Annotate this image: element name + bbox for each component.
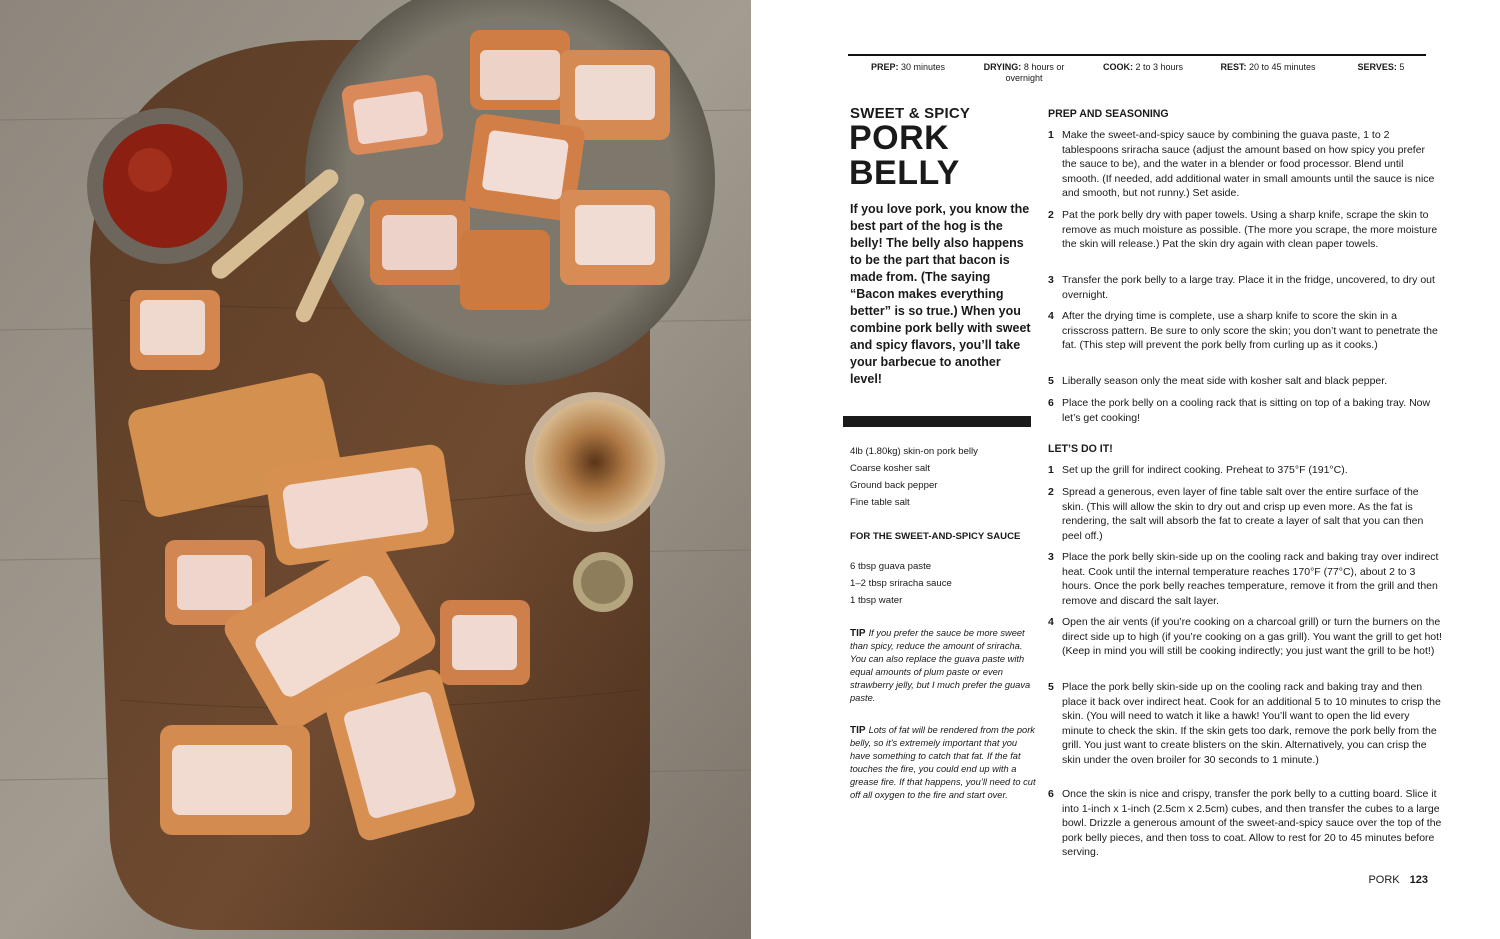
drying-time: DRYING: 8 hours or overnight (983, 62, 1065, 83)
recipe-page: PREP: 30 minutes DRYING: 8 hours or overnight COOK: 2 to 3 hours REST: 20 to 45 minutes SERVES: 5 SWEET & SPICY PORK BELLY If you love pork, you know the best part of the hog is the belly! The belly also happens to be the part that bacon is made from. (The saying “Bacon makes everything better” is so true.) When you combine pork belly with sweet and spicy flavors, you’ll take your barbecue to another level! 4lb (1.80kg) skin-on pork belly Coarse kosher salt Ground back pepper Fine table salt FOR THE SWEET-AND-SPICY SAUCE 6 tbsp guava paste 1–2 tbsp sriracha sauce 1 tbsp water TIP If you prefer the sauce be more sweet than spicy, reduce the amount of sriracha. You can also replace the guava paste with equal amounts of plum paste or even strawberry jelly, but I much prefer the guava paste. TIP Lots of fat will be rendered from the pork belly, so it’s extremely important that you have something to catch that fat. If the fat touches the fire, you could end up with a grease fire. If that happens, you’ll need to cut off all oxygen to the fire and start over. PREP AND SEASONING 1 Make the sweet-and-spicy sauce by combining the guava paste, 1 to 2 tablespoons sriracha sauce (adjust the amount based on how spicy you prefer the sauce to be), and the water in a blender or food processor. Blend until smooth. (If needed, add additional water in small amounts until the sauce is nice and smooth, but not runny.) Set aside. 2 Pat the pork belly dry with paper towels. Using a sharp knife, scrape the skin to remove as much moisture as possible. (The more you scrape, the more moisture the skin will release.) Pat the skin dry again with clean paper towels. 3 Transfer the pork belly to a large tray. Place it in the fridge, uncovered, to dry out overnight. 4 After the drying time is complete, use a sharp knife to score the skin in a crisscross pattern. Be sure to only score the skin; you don’t want to penetrate the fat. (This step will prevent the pork belly from curling up as it cooks.) 5 Liberally season only the meat side with kosher salt and black pepper. 6 Place the pork belly on a cooling rack that is sitting on top of a baking tray. Now let’s get cooking! LET’S DO IT! 1 Set up the grill for indirect cooking. Preheat to 375°F (191°C). 2 Spread a generous, even layer of fine table salt over the entire surface of the skin. (This will allow the skin to dry out and crisp up even more. As the fat is rendering, the salt will absorb the fat to create a layer of salt that you can then peel off.) 3 Place the pork belly skin-side up on the cooling rack and baking tray over indirect heat. Cook until the internal temperature reaches 170°F (77°C), about 2 to 3 hours. Once the pork belly reaches temperature, remove it from the grill and then remove and discard the salt layer. 4 Open the air vents (if you’re cooking on a charcoal grill) or turn the burners on the direct side up to high (if you’re cooking on a gas grill). You want the grill to get hot! (Keep in mind you will still be cooking indirectly; you just want the grill to be hot!) 5 Place the pork belly skin-side up on the cooling rack and baking tray and then place it back over indirect heat. Cook for an additional 5 to 10 minutes to crisp the skin. (You will need to watch it like a hawk! You’ll want to open the lid every minute to check the skin. If the skin gets too dark, remove the pork belly from the grill. You just want to create blisters on the skin. Alternatively, you can crisp the skin under the oven broiler for 30 seconds to 1 minute.) 6 Once the skin is nice and crispy, transfer the pork belly to a cutting board. Slice it into 1-inch x 1-inch (2.5cm x 2.5cm) cubes, and then transfer the cubes to a large bowl. Drizzle a generous amount of the sweet-and-spicy sauce over the top of the pork belly pieces, and then toss to coat. Allow to rest for 20 to 45 minutes before serving. PORK 123 (751, 0, 1500, 939)
recipe-subtitle: SWEET & SPICY (850, 105, 971, 122)
tip-block: TIP Lots of fat will be rendered from the pork belly, so it’s extremely important that you have something to catch that fat. If the fat touches the fire, you could end up with a grease fire. If that happens, you’ll need to cut off all oxygen to the fire and start over. (850, 725, 1036, 800)
sauce-ingredient-item: 1 tbsp water (850, 595, 903, 606)
prep-heading: PREP AND SEASONING (1048, 108, 1169, 120)
ingredient-item: 4lb (1.80kg) skin-on pork belly (850, 446, 978, 457)
section-divider-bar (843, 416, 1031, 427)
prep-time: PREP: 30 minutes (870, 62, 946, 72)
page-footer (1368, 874, 1428, 886)
ingredient-item: Ground back pepper (850, 480, 938, 491)
top-rule (848, 54, 1426, 56)
sauce-ingredient-item: 6 tbsp guava paste (850, 561, 932, 572)
page-number: 123 (1409, 874, 1428, 886)
ingredient-item: Fine table salt (850, 497, 910, 508)
serves: SERVES: 5 (1357, 62, 1405, 72)
cook-heading: LET’S DO IT! (1048, 443, 1113, 455)
rest-time: REST: 20 to 45 minutes (1220, 62, 1316, 72)
section-name: PORK (1368, 874, 1400, 886)
recipe-intro: If you love pork, you know the best part of the hog is the belly! The belly also happens to be the part that bacon is made from. (The saying “Bacon makes everything better” is so true.) When you combine pork belly with sweet and spicy flavors, you’ll take your barbecue to another level! (850, 202, 1031, 386)
tip-block: TIP If you prefer the sauce be more sweet than spicy, reduce the amount of sriracha. You can also replace the guava paste with equal amounts of plum paste or even strawberry jelly, but I much prefer the guava paste. (850, 628, 1031, 703)
ingredient-item: Coarse kosher salt (850, 463, 930, 474)
sauce-heading: FOR THE SWEET-AND-SPICY SAUCE (850, 531, 1021, 542)
cook-time: COOK: 2 to 3 hours (1102, 62, 1184, 72)
recipe-title: PORK BELLY (849, 119, 960, 192)
sauce-ingredient-item: 1–2 tbsp sriracha sauce (850, 578, 952, 589)
